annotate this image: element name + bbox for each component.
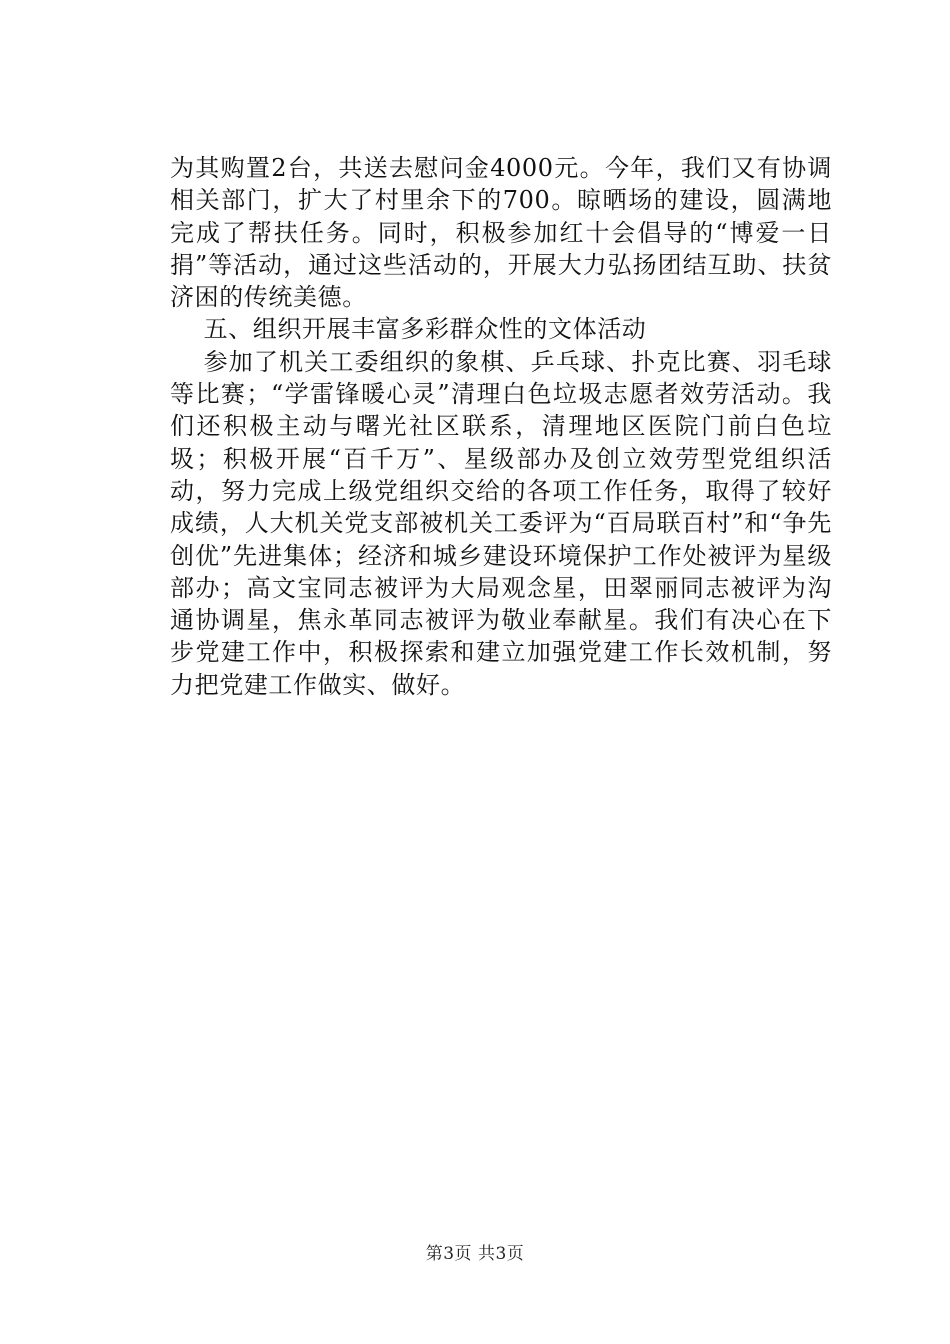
page-footer: 第3页 共3页	[425, 1244, 525, 1264]
paragraph-aid-summary: 为其购置2台，共送去慰问金4000元。今年，我们又有协调相关部门，扩大了村里余下的700。晾晒场的建设，圆满地完成了帮扶任务。同时，积极参加红十会倡导的“博爱一日捐”等活动，通过这些活动的，开展大力弘扬团结互助、扶贫济困的传统美德。	[170, 154, 832, 312]
section-heading-cultural-activities: 五、组织开展丰富多彩群众性的文体活动	[203, 315, 647, 344]
document-body	[170, 152, 832, 701]
paragraph-activities-detail: 参加了机关工委组织的象棋、乒乓球、扑克比赛、羽毛球等比赛；“学雷锋暖心灵”清理白色垃圾志愿者效劳活动。我们还积极主动与曙光社区联系，清理地区医院门前白色垃圾；积极开展“百千万”、星级部办及创立效劳型党组织活动，努力完成上级党组织交给的各项工作任务，取得了较好成绩，人大机关党支部被机关工委评为“百局联百村”和“争先创优”先进集体；经济和城乡建设环境保护工作处被评为星级部办；高文宝同志被评为大局观念星，田翠丽同志被评为沟通协调星，焦永革同志被评为敬业奉献星。我们有决心在下步党建工作中，积极探索和建立加强党建工作长效机制，努力把党建工作做实、做好。	[170, 347, 832, 699]
